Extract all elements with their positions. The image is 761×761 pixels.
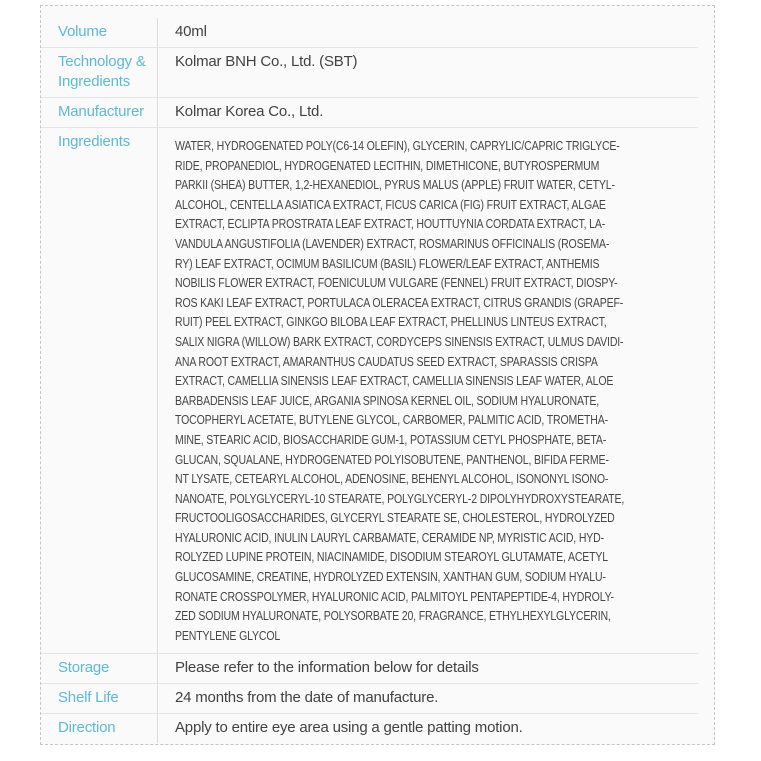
ingredients-line: EXTRACT, CAMELLIA SINENSIS LEAF EXTRACT, CAMELLIA SINENSIS LEAF WATER, ALOE	[175, 373, 614, 389]
table-row	[41, 714, 698, 743]
ingredients-line: VANDULA ANGUSTIFOLIA (LAVENDER) EXTRACT, ROSMARINUS OFFICINALIS (ROSEMA-	[175, 235, 610, 251]
ingredients-line: SALIX NIGRA (WILLOW) BARK EXTRACT, CORDYCEPS SINENSIS EXTRACT, ULMUS DAVIDI-	[175, 333, 624, 349]
ingredients-line: ZED SODIUM HYALURONATE, POLYSORBATE 20, FRAGRANCE, ETHYLHEXYLGLYCERIN,	[175, 608, 611, 624]
row-label: Manufacturer	[41, 98, 158, 127]
row-label: Storage	[41, 654, 158, 683]
product-spec-table	[41, 18, 714, 743]
ingredients-text	[175, 136, 703, 645]
row-value: Apply to entire eye area using a gentle patting motion.	[175, 719, 523, 737]
ingredients-line: MINE, STEARIC ACID, BIOSACCHARIDE GUM-1, POTASSIUM CETYL PHOSPHATE, BETA-	[175, 431, 607, 447]
row-value	[158, 128, 698, 653]
table-row	[41, 18, 698, 48]
row-value: Please refer to the information below for details	[175, 659, 479, 677]
row-value: Kolmar Korea Co., Ltd.	[175, 103, 324, 120]
ingredients-line: TOCOPHERYL ACETATE, BUTYLENE GLYCOL, CARBOMER, PALMITIC ACID, TROMETHA-	[175, 412, 608, 428]
ingredients-line: HYALURONIC ACID, INULIN LAURYL CARBAMATE, CERAMIDE NP, MYRISTIC ACID, HYD-	[175, 529, 604, 545]
table-row	[41, 684, 698, 714]
row-label: Shelf Life	[41, 684, 158, 713]
ingredients-line: ROLYZED LUPINE PROTEIN, NIACINAMIDE, DISODIUM STEAROYL GLUTAMATE, ACETYL	[175, 549, 609, 565]
row-label: Volume	[41, 18, 158, 47]
row-value: 24 months from the date of manufacture.	[175, 689, 439, 707]
ingredients-line: GLUCAN, SQUALANE, HYDROGENATED POLYISOBUTENE, PANTHENOL, BIFIDA FERME-	[175, 451, 609, 467]
ingredients-line: PENTYLENE GLYCOL	[175, 627, 281, 643]
ingredients-line: ALCOHOL, CENTELLA ASIATICA EXTRACT, FICUS CARICA (FIG) FRUIT EXTRACT, ALGAE	[175, 196, 606, 212]
table-row	[41, 98, 698, 128]
ingredients-line: GLUCOSAMINE, CREATINE, HYDROLYZED EXTENSIN, XANTHAN GUM, SODIUM HYALU-	[175, 569, 606, 585]
table-row	[41, 48, 698, 98]
ingredients-line: NANOATE, POLYGLYCERYL-10 STEARATE, POLYGLYCERYL-2 DIPOLYHYDROXYSTEARATE,	[175, 490, 625, 506]
ingredients-line: PARKII (SHEA) BUTTER, 1,2-HEXANEDIOL, PYRUS MALUS (APPLE) FRUIT WATER, CETYL-	[175, 177, 615, 193]
ingredients-line: ANA ROOT EXTRACT, AMARANTHUS CAUDATUS SEED EXTRACT, SPARASSIS CRISPA	[175, 353, 598, 369]
ingredients-line: NT LYSATE, CETEARYL ALCOHOL, ADENOSINE, BEHENYL ALCOHOL, ISONONYL ISONO-	[175, 471, 609, 487]
row-value: Kolmar BNH Co., Ltd. (SBT)	[175, 53, 358, 70]
row-label: Direction	[41, 714, 158, 743]
row-label: Technology & Ingredients	[41, 48, 158, 97]
ingredients-line: FRUCTOOLIGOSACCHARIDES, GLYCERYL STEARATE SE, CHOLESTEROL, HYDROLYZED	[175, 510, 615, 526]
ingredients-line: WATER, HYDROGENATED POLY(C6-14 OLEFIN), GLYCERIN, CAPRYLIC/CAPRIC TRIGLYCE-	[175, 138, 620, 153]
ingredients-line: EXTRACT, ECLIPTA PROSTRATA LEAF EXTRACT, HOUTTUYNIA CORDATA EXTRACT, LA-	[175, 216, 606, 232]
ingredients-line: RIDE, PROPANEDIOL, HYDROGENATED LECITHIN, DIMETHICONE, BUTYROSPERMUM	[175, 157, 600, 173]
ingredients-line: RUIT) PEEL EXTRACT, GINKGO BILOBA LEAF EXTRACT, PHELLINUS LINTEUS EXTRACT,	[175, 314, 607, 330]
table-row	[41, 654, 698, 684]
ingredients-line: NOBILIS FLOWER EXTRACT, FOENICULUM VULGARE (FENNEL) FRUIT EXTRACT, DIOSPY-	[175, 275, 618, 291]
row-value: 40ml	[175, 23, 207, 40]
table-row	[41, 128, 698, 654]
ingredients-line: BARBADENSIS LEAF JUICE, ARGANIA SPINOSA KERNEL OIL, SODIUM HYALURONATE,	[175, 392, 600, 408]
product-spec-panel	[40, 5, 715, 745]
ingredients-line: RONATE CROSSPOLYMER, HYALURONIC ACID, PALMITOYL PENTAPEPTIDE-4, HYDROLY-	[175, 588, 614, 604]
ingredients-line: ROS KAKI LEAF EXTRACT, PORTULACA OLERACEA EXTRACT, CITRUS GRANDIS (GRAPEF-	[175, 294, 624, 310]
ingredients-line: RY) LEAF EXTRACT, OCIMUM BASILICUM (BASIL) FLOWER/LEAF EXTRACT, ANTHEMIS	[175, 255, 600, 271]
row-label: Ingredients	[41, 128, 158, 653]
